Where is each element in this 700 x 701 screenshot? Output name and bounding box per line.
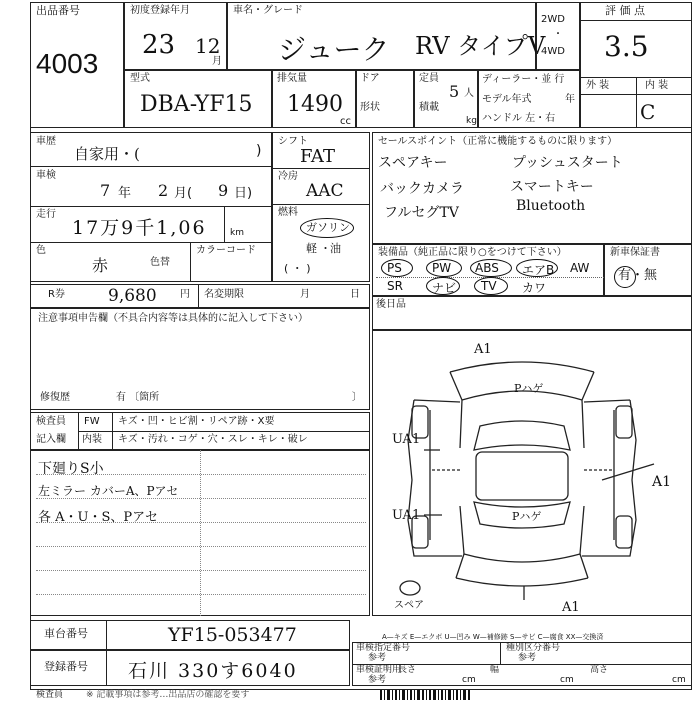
designated-ref: 参考 xyxy=(368,653,387,663)
insp-month: 2 xyxy=(158,181,169,200)
int-label: 内 装 xyxy=(645,80,669,91)
handle-label: ハンドル 左・右 xyxy=(482,113,556,124)
repair-close: 〕 xyxy=(352,392,362,403)
class-label: 種別区分番号 xyxy=(506,643,561,653)
height-label: 高さ xyxy=(590,665,609,675)
drive-dot: ・ xyxy=(553,29,563,40)
plate-label: 登録番号 xyxy=(44,660,88,673)
fuel-light: 軽 xyxy=(306,242,317,255)
insp-day-unit: 日) xyxy=(234,186,253,201)
deadline-month: 月 xyxy=(300,289,310,300)
insp-year: 7 xyxy=(100,181,111,200)
lot-label: 出品番号 xyxy=(36,4,80,17)
sales-point-item: スマートキー xyxy=(510,179,594,195)
fuel-dot: ・ xyxy=(320,242,331,255)
damage-mark: A1 xyxy=(562,600,580,615)
length-cm: cm xyxy=(462,675,476,685)
equip-ps: PS xyxy=(387,261,402,275)
fuel-paren: ( ・ ) xyxy=(284,262,311,275)
shape-label: 形状 xyxy=(360,102,380,113)
inspector-label-2: 記入欄 xyxy=(36,434,66,445)
drive-2wd: 2WD xyxy=(541,14,565,25)
warranty-value: 有・無 xyxy=(618,268,658,283)
sales-points-label: セールスポイント（正常に機能するものに限ります） xyxy=(378,136,618,147)
comment-line: 下廻りS小 xyxy=(38,461,104,477)
equip-navi: ナビ xyxy=(432,281,457,295)
fw-label: FW xyxy=(84,416,100,427)
insp-month-unit: 月( xyxy=(174,186,193,201)
seats-unit: 人 xyxy=(464,88,474,99)
color-label: 色 xyxy=(36,245,46,256)
reg-label: 初度登録年月 xyxy=(130,5,190,16)
insp-day: 9 xyxy=(218,181,229,200)
recycle-box xyxy=(30,284,370,308)
history-label: 車歴 xyxy=(36,136,56,147)
score-value: 3.5 xyxy=(604,30,649,63)
fuel-label: 燃料 xyxy=(278,207,298,218)
displacement-value: 1490 xyxy=(287,92,343,117)
car-diagram xyxy=(372,330,692,616)
fuel-gas: ガソリン xyxy=(306,221,350,234)
equip-sr: SR xyxy=(387,279,403,293)
ac-value: AAC xyxy=(306,181,344,201)
notes-label: 注意事項申告欄（不具合内容等は具体的に記入して下さい） xyxy=(38,313,308,324)
spare-label: スペア xyxy=(394,600,424,611)
history-close: ) xyxy=(256,143,262,159)
width-label: 幅 xyxy=(490,665,500,675)
inspection-label: 車検 xyxy=(36,170,56,181)
footer-label: 検査員 xyxy=(36,690,64,700)
equipment-label: 装備品（純正品に限り○をつけて下さい） xyxy=(378,247,567,258)
color-code-label: カラーコード xyxy=(196,245,256,256)
width-cm: cm xyxy=(560,675,574,685)
seats-value: 5 xyxy=(449,82,460,101)
chassis-label: 車台番号 xyxy=(44,627,88,640)
sales-point-item: Bluetooth xyxy=(516,198,586,214)
chassis-value: YF15-053477 xyxy=(168,624,297,646)
equip-leather: カワ xyxy=(522,281,547,295)
interior-text: キズ・汚れ・コゲ・穴・スレ・キレ・破レ xyxy=(118,434,308,445)
lot-number: 4003 xyxy=(36,48,99,79)
reg-month: 12 xyxy=(195,34,221,58)
car-name: ジューク xyxy=(278,33,390,66)
damage-legend: A—キズ E—エクボ U—凹み W—補修跡 S—サビ C—腐食 XX—交換済 xyxy=(382,633,604,641)
after-install-box xyxy=(372,296,692,330)
equip-tv: TV xyxy=(481,279,497,293)
reg-month-unit: 月 xyxy=(212,56,222,67)
disp-unit: cc xyxy=(340,116,351,127)
damage-mark: Pハゲ xyxy=(514,382,544,395)
class-ref: 参考 xyxy=(518,653,537,663)
height-cm: cm xyxy=(672,675,686,685)
fuel-oil: 油 xyxy=(330,242,341,255)
deadline-label: 名変期限 xyxy=(204,289,244,300)
damage-mark: Pハゲ xyxy=(512,510,542,523)
model-value: DBA-YF15 xyxy=(140,92,253,117)
damage-mark: A1 xyxy=(652,474,672,490)
equip-abs: ABS xyxy=(475,261,499,275)
ext-label: 外 装 xyxy=(586,80,610,91)
equip-aw: AW xyxy=(570,261,590,275)
model-year-label: モデル年式 xyxy=(482,94,532,105)
mileage-value: 17万9千1,06 xyxy=(72,217,207,239)
seats-label: 定員 xyxy=(419,73,439,84)
interior-label: 内装 xyxy=(82,434,102,445)
insp-year-unit: 年 xyxy=(118,186,132,201)
damage-mark: UA1 xyxy=(392,432,421,447)
model-year-unit: 年 xyxy=(565,94,575,105)
reg-year: 23 xyxy=(142,30,176,60)
disp-label: 排気量 xyxy=(277,73,307,84)
shift-label: シフト xyxy=(278,136,308,147)
recycle-unit: 円 xyxy=(180,289,190,300)
designated-label: 車検指定番号 xyxy=(356,643,411,653)
fw-text: キズ・凹・ヒビ割・リペア跡・X要 xyxy=(118,416,275,427)
cert-label: 車検証明用 xyxy=(356,665,402,675)
barcode-icon xyxy=(380,690,660,700)
plate-value: 石川 330す6040 xyxy=(128,660,298,682)
after-install-label: 後日品 xyxy=(376,299,406,310)
model-label: 型式 xyxy=(130,73,150,84)
int-score: C xyxy=(640,100,656,124)
warranty-label: 新車保証書 xyxy=(610,247,660,258)
score-label: 評 価 点 xyxy=(605,4,645,17)
comment-line: 各 A・U・S、Pアセ xyxy=(38,510,158,525)
history-value: 自家用・( xyxy=(74,145,140,163)
sales-point-item: スペアキー xyxy=(378,155,448,171)
mileage-unit: km xyxy=(230,228,244,238)
load-label: 積載 xyxy=(419,102,439,113)
drive-4wd: 4WD xyxy=(541,46,565,57)
sales-point-item: フルセグTV xyxy=(384,205,459,221)
footer-text: ※ 記載事項は参考…出品店の確認を要す xyxy=(86,690,250,700)
grade: RV タイプV xyxy=(415,32,546,60)
length-label: 長さ xyxy=(398,665,417,675)
load-unit: kg xyxy=(466,116,477,126)
repair-label: 修復歴 xyxy=(40,392,70,403)
sales-point-item: バックカメラ xyxy=(380,181,464,197)
mileage-label: 走行 xyxy=(36,209,56,220)
recycle-amount: 9,680 xyxy=(108,286,157,306)
shift-value: FAT xyxy=(300,146,335,167)
sales-point-item: プッシュスタート xyxy=(512,155,623,171)
recycle-label: R券 xyxy=(48,289,65,300)
cert-ref: 参考 xyxy=(368,675,387,685)
name-label: 車名・グレード xyxy=(233,5,303,16)
ac-label: 冷房 xyxy=(278,171,298,182)
repair-value: 有 〔箇所 xyxy=(116,392,160,403)
dealer-label: ディーラー・並 行 xyxy=(482,74,565,85)
deadline-day: 日 xyxy=(350,289,360,300)
equip-airbag: エアB xyxy=(522,263,555,277)
comment-line: 左ミラー カバーA、Pアセ xyxy=(38,484,179,498)
inspector-label-1: 検査員 xyxy=(36,416,66,427)
damage-mark: A1 xyxy=(474,342,492,357)
equip-pw: PW xyxy=(432,261,452,275)
damage-mark: UA1 xyxy=(392,508,421,523)
color-value: 赤 xyxy=(92,256,109,275)
color-change-label: 色替 xyxy=(150,257,170,268)
door-label: ドア xyxy=(360,73,380,84)
